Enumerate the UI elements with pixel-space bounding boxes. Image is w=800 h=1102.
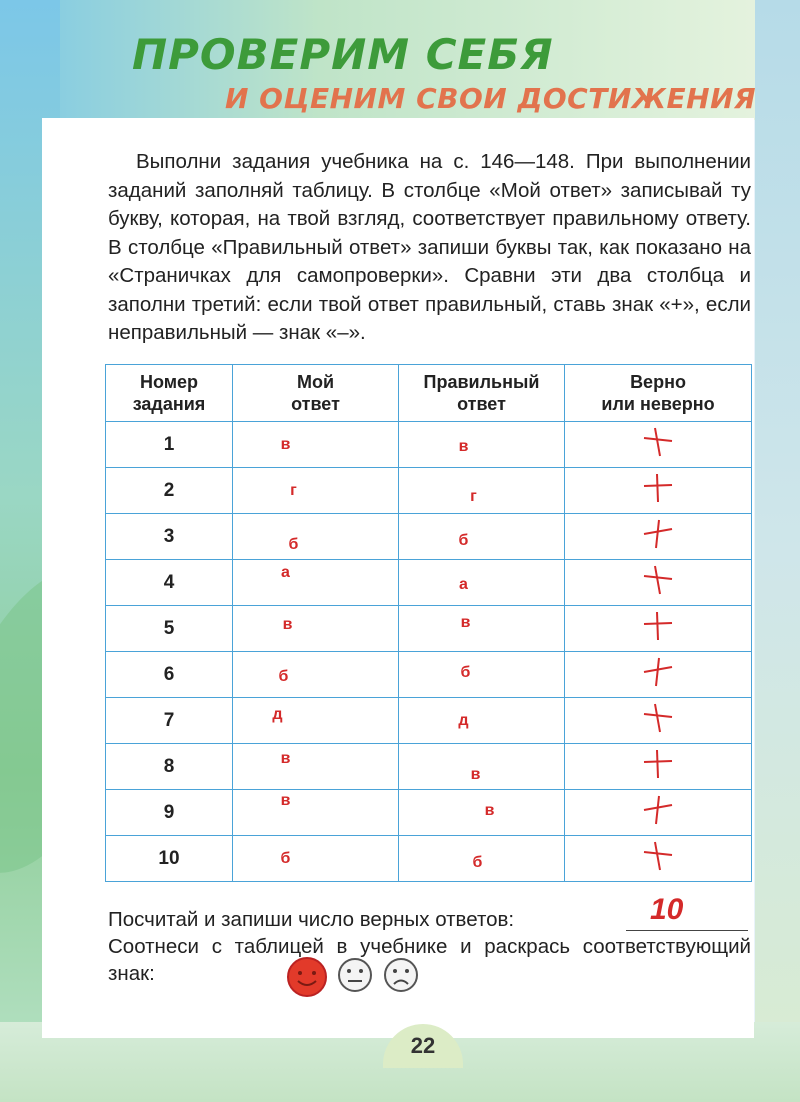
header-correct-answer-line1: Правильный [423, 372, 540, 392]
table-row [106, 514, 752, 560]
page-subtitle: И ОЦЕНИМ СВОИ ДОСТИЖЕНИЯ [225, 82, 757, 115]
task-number [106, 514, 233, 560]
coloring-instruction: Соотнеси с таблицей в учебнике и раскрась соответствующий знак: [108, 935, 751, 985]
count-prompt: Посчитай и запиши число верных ответов: [108, 908, 515, 931]
header-number-line2: задания [132, 394, 206, 414]
plus-mark-icon [641, 839, 675, 873]
verdict-cell[interactable] [565, 744, 752, 790]
my-answer-cell-text: в [280, 749, 291, 767]
correct-answer-cell[interactable] [399, 606, 565, 652]
sad-face-icon[interactable] [381, 955, 421, 995]
header-correct-answer [399, 365, 565, 422]
task-number-text: 3 [163, 525, 175, 547]
correct-answer-cell[interactable] [399, 698, 565, 744]
task-number [106, 744, 233, 790]
my-answer-cell-text: в [280, 791, 291, 809]
table-header-row [106, 365, 752, 422]
header-verdict [565, 365, 752, 422]
correct-answer-cell[interactable] [399, 514, 565, 560]
correct-answer-cell[interactable] [399, 560, 565, 606]
my-answer-cell[interactable] [233, 698, 399, 744]
my-answer-cell[interactable] [233, 652, 399, 698]
task-number [106, 606, 233, 652]
task-number-text: 7 [163, 709, 175, 731]
table-row [106, 744, 752, 790]
my-answer-cell[interactable] [233, 606, 399, 652]
correct-answer-cell-text: в [484, 801, 495, 819]
table-row [106, 790, 752, 836]
task-number [106, 790, 233, 836]
my-answer-cell[interactable] [233, 514, 399, 560]
correct-answer-cell[interactable] [399, 790, 565, 836]
my-answer-cell[interactable] [233, 836, 399, 882]
table-row [106, 422, 752, 468]
table-row [106, 468, 752, 514]
table-row [106, 560, 752, 606]
correct-answer-cell-text: в [458, 437, 469, 455]
plus-mark-icon [641, 701, 675, 735]
verdict-cell[interactable] [565, 790, 752, 836]
header-my-answer-line1: Мой [296, 372, 335, 392]
count-answer-value: 10 [650, 893, 684, 926]
verdict-cell[interactable] [565, 422, 752, 468]
task-number [106, 836, 233, 882]
neutral-face-icon[interactable] [335, 955, 375, 995]
task-number [106, 422, 233, 468]
my-answer-cell[interactable] [233, 790, 399, 836]
correct-answer-cell-text: в [470, 765, 481, 783]
verdict-cell[interactable] [565, 468, 752, 514]
verdict-cell[interactable] [565, 560, 752, 606]
count-answer-line[interactable] [626, 898, 748, 931]
answers-table [105, 364, 752, 882]
plus-mark-icon [641, 747, 675, 781]
my-answer-cell-text: в [280, 435, 291, 453]
table-row [106, 606, 752, 652]
task-number-text: 1 [163, 433, 175, 455]
task-number-text: 5 [163, 617, 175, 639]
plus-mark-icon [641, 563, 675, 597]
task-number-text: 6 [163, 663, 175, 685]
plus-mark-icon [641, 609, 675, 643]
task-number [106, 560, 233, 606]
correct-answer-cell-text: г [470, 487, 477, 505]
task-number-text: 4 [163, 571, 175, 593]
plus-mark-icon [641, 471, 675, 505]
my-answer-cell-text: в [282, 615, 293, 633]
plus-mark-icon [641, 425, 675, 459]
correct-answer-cell-text: б [472, 853, 483, 871]
correct-answer-cell-text: б [458, 531, 469, 549]
page-title: ПРОВЕРИМ СЕБЯ [132, 30, 554, 79]
correct-answer-cell-text: в [460, 613, 471, 631]
table-body [106, 422, 752, 882]
my-answer-cell-text: б [278, 667, 289, 685]
my-answer-cell[interactable] [233, 560, 399, 606]
task-number [106, 652, 233, 698]
verdict-cell[interactable] [565, 606, 752, 652]
table-row [106, 698, 752, 744]
correct-answer-cell[interactable] [399, 652, 565, 698]
plus-mark-icon [641, 517, 675, 551]
task-number [106, 468, 233, 514]
header-my-answer-line2: ответ [291, 394, 340, 414]
verdict-cell[interactable] [565, 836, 752, 882]
verdict-cell[interactable] [565, 514, 752, 560]
header-verdict-line1: Верно [630, 372, 686, 392]
table-row [106, 652, 752, 698]
task-number-text: 9 [163, 801, 175, 823]
table-row [106, 836, 752, 882]
header-number-line1: Номер [139, 372, 199, 392]
verdict-cell[interactable] [565, 652, 752, 698]
task-number [106, 698, 233, 744]
intro-paragraph: Выполни задания учебника на с. 146—148. При выполнении заданий заполняй таблицу. В столбце «Мой ответ» записывай ту букву, которая, на твой взгляд, соответствует правильному ответу. В столбце «Правильный ответ» запиши буквы так, как показано на «Страничках для самопроверки». Сравни эти два столбца и заполни третий: если твой ответ правильный, ставь знак «+», если неправильный — знак «–». [108, 150, 751, 344]
my-answer-cell-text: б [280, 849, 291, 867]
my-answer-cell-text: а [281, 563, 290, 581]
header-my-answer [233, 365, 399, 422]
happy-face-icon[interactable] [285, 955, 329, 999]
correct-answer-cell[interactable] [399, 468, 565, 514]
background-right [755, 0, 800, 1102]
my-answer-cell[interactable] [233, 422, 399, 468]
task-number-text: 10 [158, 847, 180, 869]
correct-answer-cell-text: д [458, 711, 469, 729]
page-number: 22 [383, 1024, 463, 1068]
correct-answer-cell-text: б [460, 663, 471, 681]
my-answer-cell[interactable] [233, 468, 399, 514]
plus-mark-icon [641, 655, 675, 689]
plus-mark-icon [641, 793, 675, 827]
my-answer-cell[interactable] [233, 744, 399, 790]
my-answer-cell-text: д [272, 705, 283, 723]
correct-answer-cell[interactable] [399, 836, 565, 882]
header-correct-answer-line2: ответ [457, 394, 506, 414]
header-number [106, 365, 233, 422]
my-answer-cell-text: г [290, 481, 297, 499]
correct-answer-cell[interactable] [399, 744, 565, 790]
task-number-text: 2 [163, 479, 175, 501]
verdict-cell[interactable] [565, 698, 752, 744]
correct-answer-cell[interactable] [399, 422, 565, 468]
my-answer-cell-text: б [288, 535, 299, 553]
task-number-text: 8 [163, 755, 175, 777]
correct-answer-cell-text: а [459, 575, 468, 593]
header-verdict-line2: или неверно [601, 394, 715, 414]
